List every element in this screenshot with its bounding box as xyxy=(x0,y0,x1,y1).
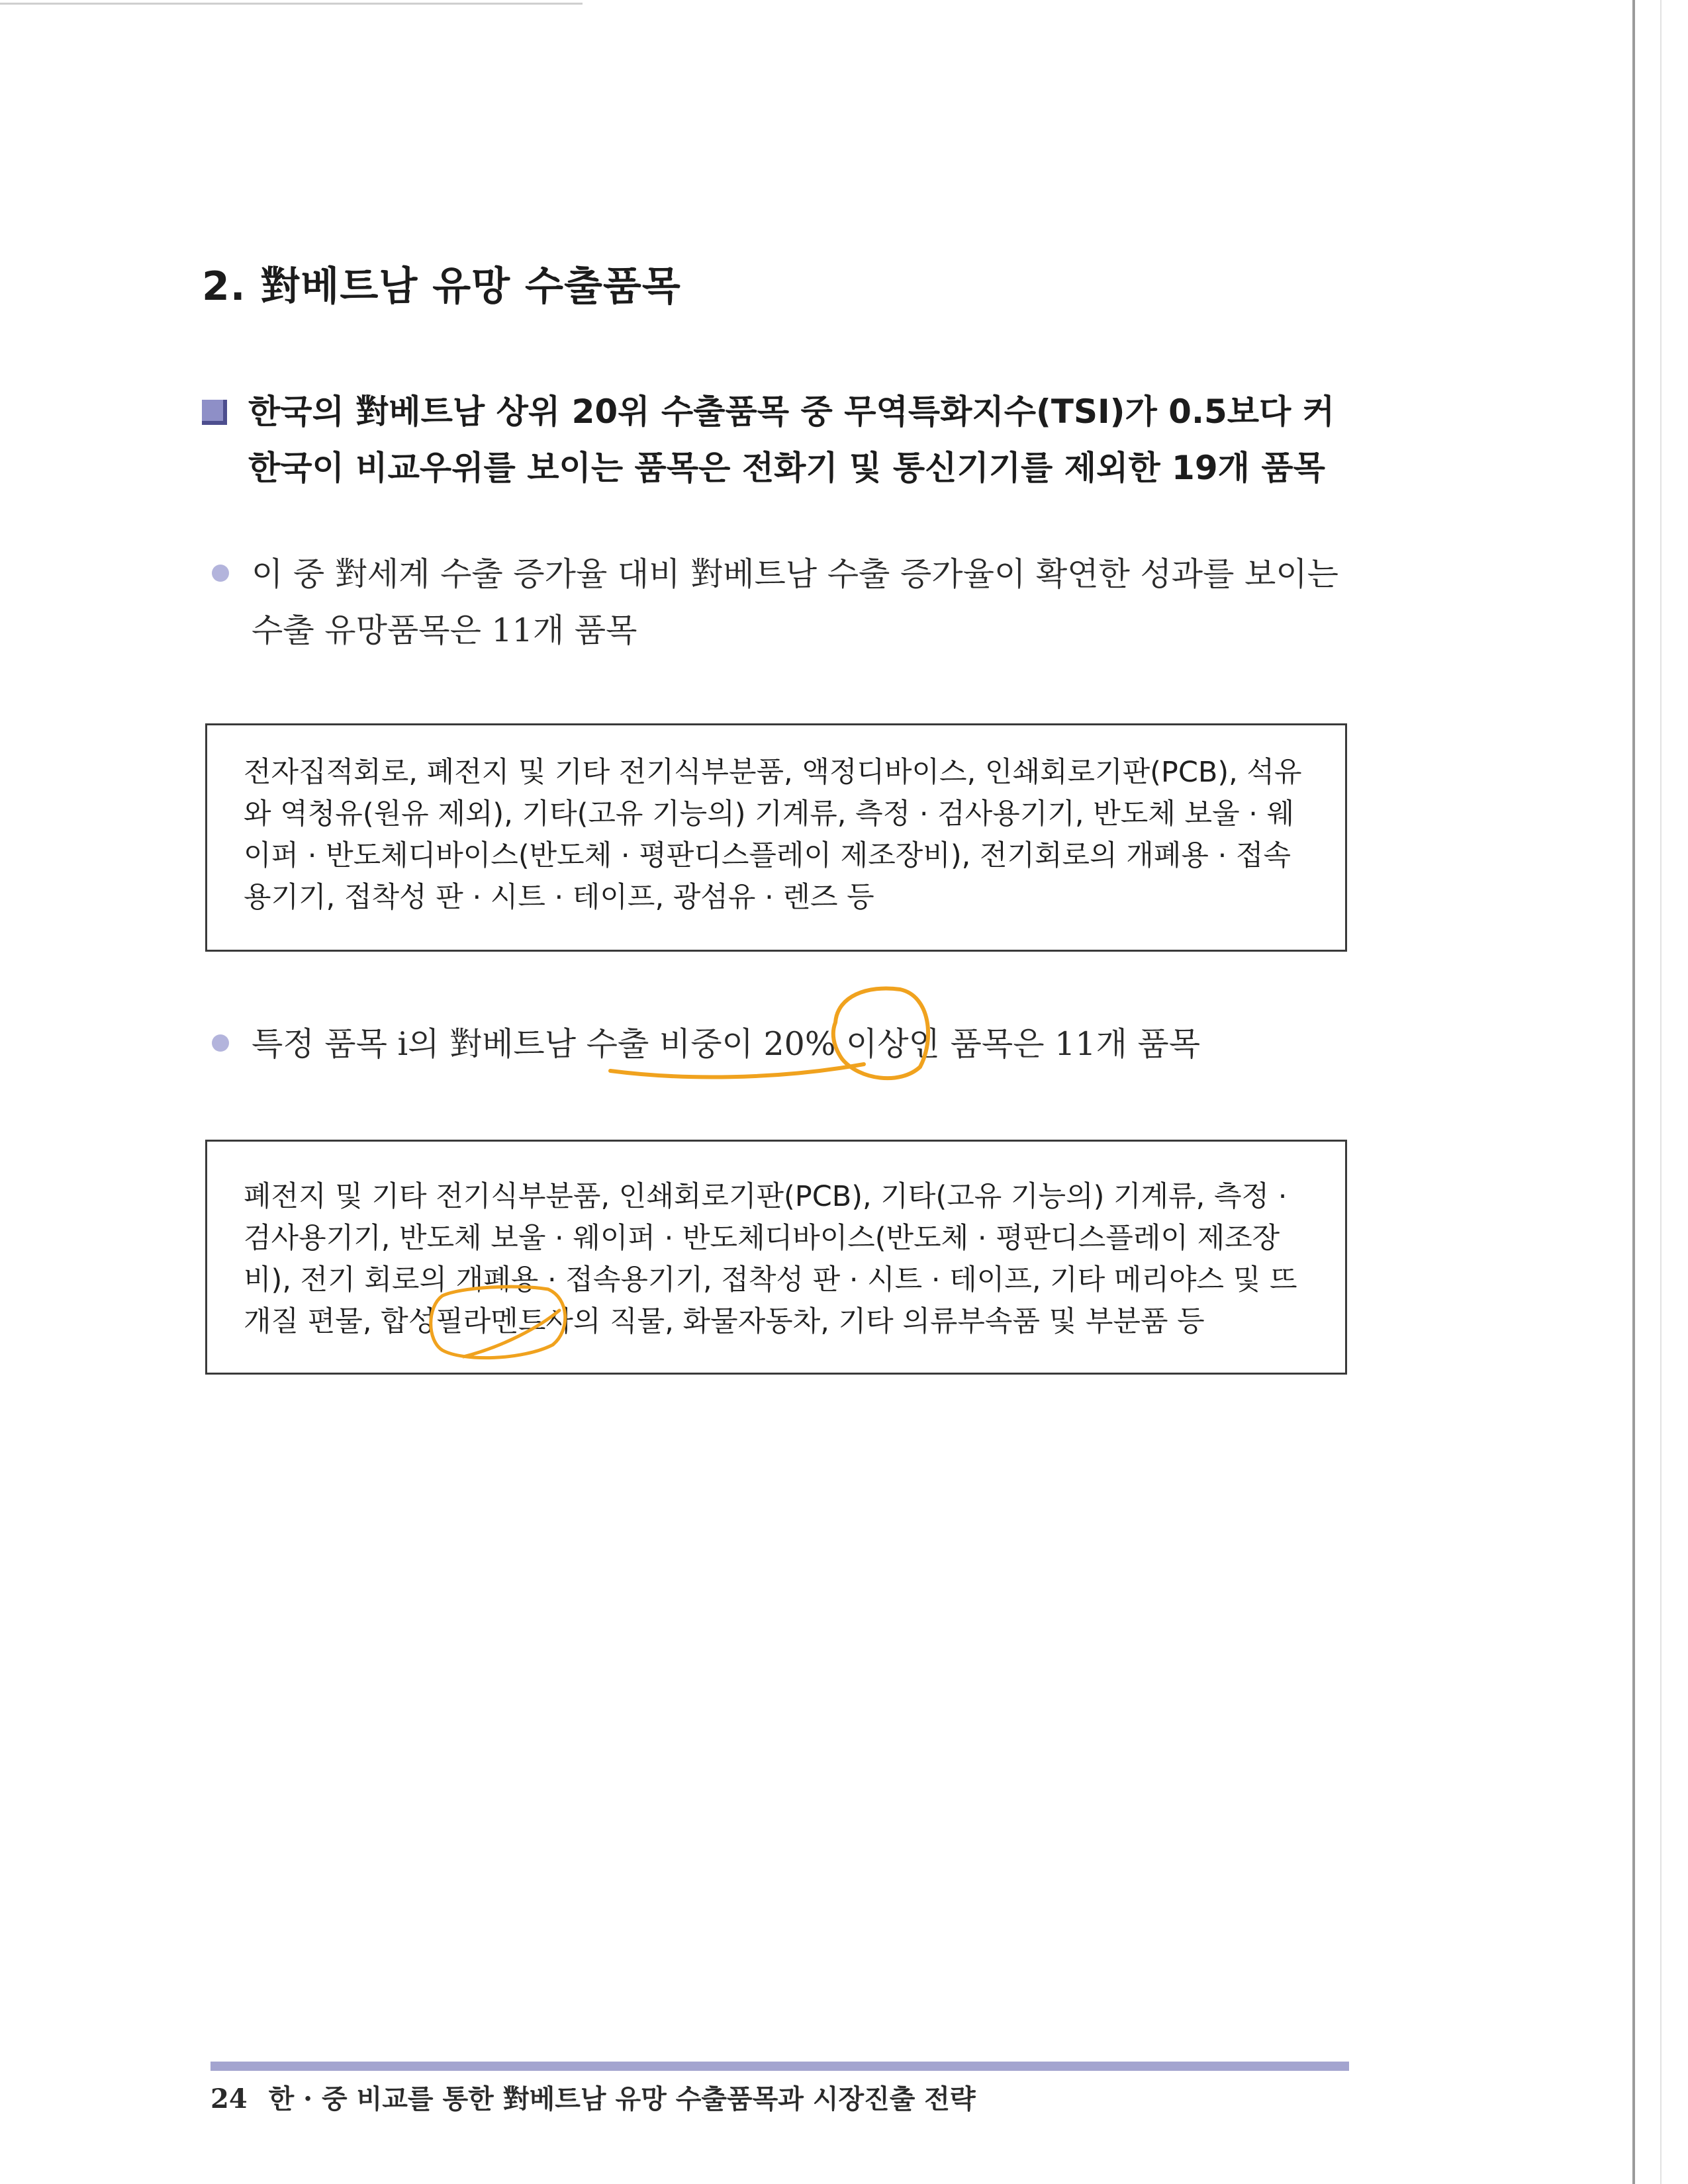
scan-edge-top xyxy=(0,3,583,5)
sub-point-text: 이 중 對세계 수출 증가율 대비 對베트남 수출 증가율이 확연한 성과를 보이는 수출 유망품목은 11개 품목 xyxy=(252,555,1339,649)
sub-point-growth xyxy=(212,546,1364,659)
scan-edge-right-faint xyxy=(1660,0,1662,2184)
sub-point-share xyxy=(212,1016,1364,1072)
section-heading: 2. 對베트남 유망 수출품목 xyxy=(202,263,681,310)
main-point xyxy=(202,384,1360,496)
page-footer xyxy=(211,2078,976,2116)
main-point-text: 한국의 對베트남 상위 20위 수출품목 중 무역특화지수(TSI)가 0.5보다 커 한국이 비교우위를 보이는 품목은 전화기 및 통신기기를 제외한 19개 품목 xyxy=(248,392,1335,487)
circle-bullet-icon xyxy=(212,1034,229,1052)
footer-rule xyxy=(211,2062,1349,2071)
sub-point-text: 특정 품목 i의 對베트남 수출 비중이 20% 이상인 품목은 11개 품목 xyxy=(252,1025,1201,1063)
square-bullet-icon xyxy=(202,400,227,425)
circle-bullet-icon xyxy=(212,565,229,582)
item-list-text: 폐전지 및 기타 전기식부분품, 인쇄회로기판(PCB), 기타(고유 기능의) 기계류, 측정 · 검사용기기, 반도체 보울 · 웨이퍼 · 반도체디바이스(반도체 · 평판디스플레이 제조장비), 전기 회로의 개폐용 · 접속용기기, 접착성 판 · 시트 · 테이프, 기타 메리야스 및 뜨개질 편물, 합성필라멘트사의 직물, 화물자동차, 기타 의류부속품 및 부분품 등 xyxy=(244,1180,1297,1338)
scan-edge-right xyxy=(1632,0,1635,2184)
item-list-box xyxy=(205,723,1347,952)
footer-title: 한 · 중 비교를 통한 對베트남 유망 수출품목과 시장진출 전략 xyxy=(268,2083,976,2115)
page-number: 24 xyxy=(211,2083,248,2115)
item-list-box xyxy=(205,1140,1347,1375)
item-list-text: 전자집적회로, 폐전지 및 기타 전기식부분품, 액정디바이스, 인쇄회로기판(PCB), 석유와 역청유(원유 제외), 기타(고유 기능의) 기계류, 측정 · 검사용기기, 반도체 보울 · 웨이퍼 · 반도체디바이스(반도체 · 평판디스플레이 제조장비), 전기회로의 개폐용 · 접속용기기, 접착성 판 · 시트 · 테이프, 광섬유 · 렌즈 등 xyxy=(244,756,1302,914)
